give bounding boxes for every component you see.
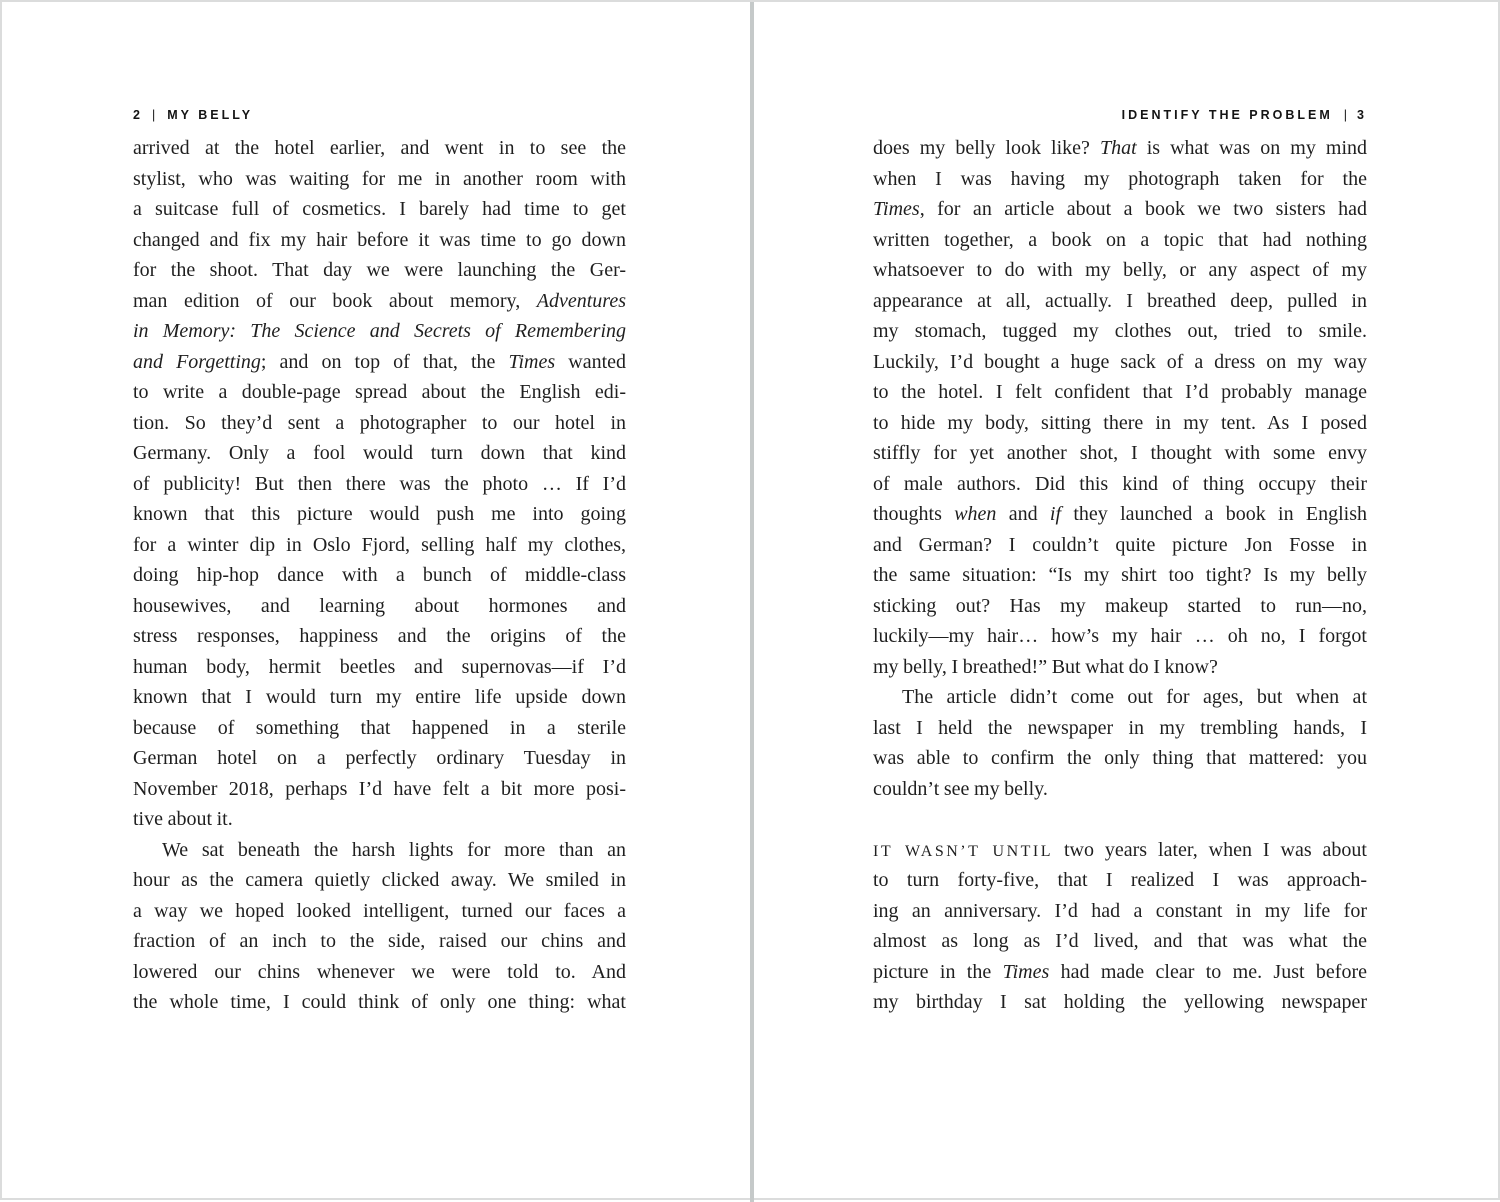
text-line: in Memory: The Science and Secrets of Remembering	[133, 320, 626, 342]
text-line: last I held the newspaper in my trembling hands, I	[873, 716, 1367, 739]
text-line: a suitcase full of cosmetics. I barely had time to get	[133, 198, 626, 220]
chapter-title-right: IDENTIFY THE PROBLEM	[1121, 108, 1333, 122]
text-line: stiffly for yet another shot, I thought with some envy	[873, 442, 1367, 464]
header-separator: |	[1343, 108, 1351, 122]
body-text-left	[133, 133, 626, 1018]
text-line: of male authors. Did this kind of thing occupy their	[873, 472, 1367, 495]
blank-line	[873, 804, 1367, 835]
text-line: for the shoot. That day we were launching the Ger-	[133, 259, 626, 281]
text-line: appearance at all, actually. I breathed deep, pulled in	[873, 289, 1367, 312]
running-header-right	[873, 108, 1367, 122]
text-line: hour as the camera quietly clicked away. We smiled in	[133, 869, 626, 891]
text-line: known that I would turn my entire life upside down	[133, 686, 626, 708]
page-right	[873, 108, 1367, 1018]
body-text-right	[873, 133, 1367, 1018]
text-line: Times, for an article about a book we two sisters had	[873, 198, 1367, 220]
page-left	[133, 108, 626, 1018]
text-line: and German? I couldn’t quite picture Jon Fosse in	[873, 533, 1367, 556]
text-line: changed and fix my hair before it was time to go down	[133, 228, 626, 251]
running-header-left	[133, 108, 626, 122]
text-line: stylist, who was waiting for me in another room with	[133, 167, 626, 190]
text-line: picture in the Times had made clear to me. Just before	[873, 960, 1367, 983]
page-number-right: 3	[1357, 108, 1367, 122]
text-line: doing hip-hop dance with a bunch of middle-class	[133, 564, 626, 586]
text-line: to turn forty-five, that I realized I was approach-	[873, 869, 1367, 891]
text-line: when I was having my photograph taken for the	[873, 167, 1367, 190]
text-line: arrived at the hotel earlier, and went in to see the	[133, 137, 626, 159]
text-line: couldn’t see my belly.	[873, 777, 1048, 800]
text-line: IT WASN’T UNTIL two years later, when I was about	[873, 838, 1367, 861]
text-line: my stomach, tugged my clothes out, tried to smile.	[873, 320, 1367, 342]
text-line: ing an anniversary. I’d had a constant in my life for	[873, 899, 1367, 922]
text-line: tive about it.	[133, 808, 233, 830]
text-line: thoughts when and if they launched a book in English	[873, 503, 1367, 525]
text-line: the same situation: “Is my shirt too tight? Is my belly	[873, 564, 1367, 586]
text-line: stress responses, happiness and the origins of the	[133, 625, 626, 647]
text-line: does my belly look like? That is what was on my mind	[873, 137, 1367, 159]
text-line: We sat beneath the harsh lights for more than an	[162, 838, 626, 861]
text-line: sticking out? Has my makeup started to run—no,	[873, 594, 1367, 617]
text-line: fraction of an inch to the side, raised our chins and	[133, 930, 626, 952]
text-line: man edition of our book about memory, Adventures	[133, 289, 626, 312]
text-line: to hide my body, sitting there in my tent. As I posed	[873, 411, 1367, 434]
text-line: for a winter dip in Oslo Fjord, selling half my clothes,	[133, 533, 626, 556]
header-separator: |	[151, 108, 159, 122]
text-line: was able to confirm the only thing that mattered: you	[873, 747, 1367, 769]
text-line: my belly, I breathed!” But what do I know?	[873, 655, 1218, 678]
text-line: lowered our chins whenever we were told to. And	[133, 960, 626, 983]
text-line: known that this picture would push me into going	[133, 503, 626, 525]
text-line: tion. So they’d sent a photographer to our hotel in	[133, 411, 626, 434]
text-line: a way we hoped looked intelligent, turned our faces a	[133, 899, 626, 922]
text-line: luckily—my hair… how’s my hair … oh no, I forgot	[873, 625, 1367, 647]
text-line: because of something that happened in a sterile	[133, 716, 626, 739]
text-line: Germany. Only a fool would turn down that kind	[133, 442, 626, 464]
text-line: The article didn’t come out for ages, but when at	[902, 686, 1367, 708]
page-gutter-divider	[750, 2, 754, 1202]
text-line: November 2018, perhaps I’d have felt a bit more posi-	[133, 777, 626, 800]
text-line: housewives, and learning about hormones and	[133, 594, 626, 617]
text-line: to the hotel. I felt confident that I’d probably manage	[873, 381, 1367, 403]
text-line: almost as long as I’d lived, and that was what the	[873, 930, 1367, 952]
text-line: and Forgetting; and on top of that, the Times wanted	[133, 350, 626, 373]
text-line: human body, hermit beetles and supernovas—if I’d	[133, 655, 626, 678]
text-line: written together, a book on a topic that had nothing	[873, 228, 1367, 251]
text-line: whatsoever to do with my belly, or any aspect of my	[873, 259, 1367, 281]
text-line: to write a double-page spread about the English edi-	[133, 381, 626, 403]
text-line: Luckily, I’d bought a huge sack of a dress on my way	[873, 350, 1367, 373]
text-line: my birthday I sat holding the yellowing newspaper	[873, 991, 1367, 1013]
text-line: the whole time, I could think of only one thing: what	[133, 991, 626, 1013]
text-line: German hotel on a perfectly ordinary Tuesday in	[133, 747, 626, 769]
text-line: of publicity! But then there was the photo … If I’d	[133, 472, 626, 495]
chapter-title-left: MY BELLY	[167, 108, 254, 122]
page-number-left: 2	[133, 108, 143, 122]
